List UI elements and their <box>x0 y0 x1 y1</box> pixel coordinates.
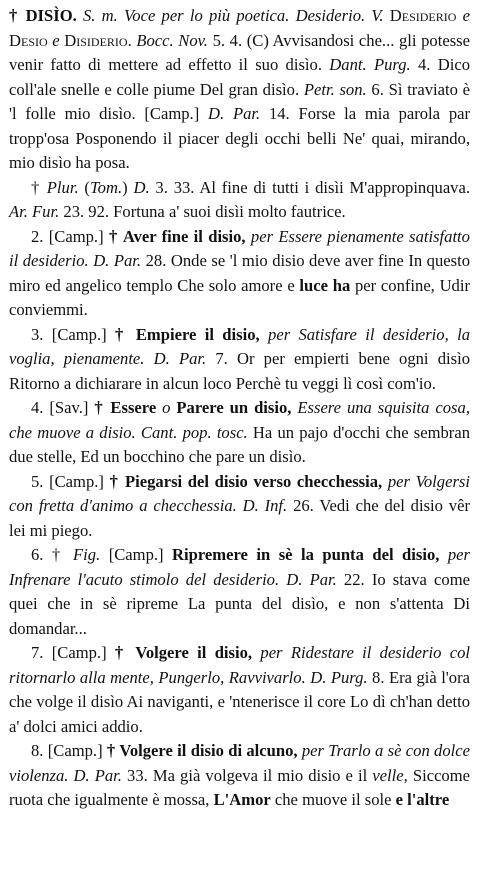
text: 3. 33. Al fine di tutti i disìi M'appropinquava. <box>149 177 470 197</box>
text: 6. Sì traviato è 'l folle mio disìo. [Camp.] <box>9 79 470 123</box>
text: 4. Dico coll'ale snelle e colle piume Del gran disìo. <box>9 55 470 99</box>
entry-sense-7 <box>9 641 470 739</box>
text: 7. [Camp.] <box>31 643 115 662</box>
citation-source: D. Par. <box>208 104 261 123</box>
phrase: † Essere <box>94 398 157 417</box>
text-bold: L'Amor <box>213 790 271 809</box>
cross-reference: Desio <box>9 30 48 50</box>
text: 8. Era già l'ora che volge il disìo Ai naviganti, e 'ntenerisce il core Lo dì ch'han detto a' dolci amici addio. <box>9 667 470 736</box>
citation-source: D. <box>133 177 150 197</box>
text-italic: Plur. <box>46 177 79 197</box>
entry-disio-plural <box>9 176 470 225</box>
text <box>439 545 447 564</box>
text: per confine, Udir conviemmi. <box>9 275 470 319</box>
text: Ha un pajo d'occhi che sembran due stelle, Ed un bocchino che pare un disìo. <box>9 422 470 466</box>
text-italic: e <box>52 30 60 50</box>
citation-source: Bocc. Nov. <box>136 30 208 50</box>
phrase: † Aver fine il disio, <box>108 226 246 246</box>
text: 7. Or per empierti bene ogni disìo Ritorno a dichiarare in alcun loco Perchè tu veggi lì così com'io. <box>9 349 470 393</box>
text: 22. Io stava come quei che in sè ripreme La punta del disìo, e non s'attenta Di domandar... <box>9 569 470 638</box>
text-italic: Fig. <box>73 545 101 564</box>
text: 6. † <box>31 545 74 564</box>
citation-source: Dant. Purg. <box>329 55 411 74</box>
text-bold: luce ha <box>299 275 351 295</box>
text: 33. Ma già volgeva il mio disio e il <box>121 765 373 785</box>
text: 8. [Camp.] <box>31 741 107 760</box>
text-italic: velle, <box>372 765 408 785</box>
text: Siccome ruota che igualmente è mossa, <box>9 765 470 809</box>
phrase: † Volgere il disio di alcuno, <box>106 741 298 760</box>
entry-sense-4 <box>9 396 470 470</box>
entry-sense-3 <box>9 323 470 397</box>
text-italic: o <box>162 398 171 417</box>
phrase: Parere un disio, <box>176 398 292 417</box>
definition: per Ridestare il desiderio col ritornarlo alla mente, Pungerlo, Ravvivarlo. D. Purg. <box>9 643 470 687</box>
text: 14. Forse la mia parola par tropp'osa Posponendo il piacer degli occhi belli Ne' quai, mirando, mio disìo ha posa. <box>9 104 471 172</box>
text: ) <box>122 177 134 197</box>
definition: per Infrenare l'acuto stimolo del desiderio. D. Par. <box>9 545 470 589</box>
cross-reference: Disiderio. <box>64 30 132 50</box>
text <box>260 325 268 344</box>
cross-reference: Desiderio <box>389 6 457 25</box>
text: 5. [Camp.] <box>31 471 110 491</box>
grammar-and-definition: S. m. Voce per lo più poetica. Desiderio. V. <box>82 6 384 25</box>
text: 28. Onde se 'l mio disio deve aver fine In questo miro ed angelico templo Che solo amore e <box>9 251 470 295</box>
text: 26. Vedi che del disio vêr lei mi piego. <box>9 496 470 540</box>
entry-disio-definition <box>9 4 470 176</box>
text: 4. [Sav.] <box>31 398 95 417</box>
phrase: † Piegarsi del disio verso checchessia, <box>109 471 383 491</box>
phrase: Ripremere in sè la punta del disio, <box>172 545 440 564</box>
citation-source: Ar. Fur. <box>9 202 60 221</box>
text: 23. 92. Fortuna a' suoi disìi molto fautrice. <box>59 202 346 221</box>
text: 2. [Camp.] <box>31 226 109 246</box>
definition: per Satisfare il desiderio, la voglia, pienamente. D. Par. <box>9 324 470 368</box>
text: [Camp.] <box>100 545 173 564</box>
text-italic: e <box>462 6 470 25</box>
definition: Essere una squisita cosa, che muove a disio. Cant. pop. tosc. <box>9 398 470 442</box>
text: † <box>31 177 47 197</box>
text: 3. [Camp.] <box>31 324 115 344</box>
entry-sense-6 <box>9 543 470 641</box>
definition: per Essere pienamente satisfatto il desiderio. D. Par. <box>9 226 470 270</box>
text: che muove il sole <box>270 790 396 809</box>
definition: per Trarlo a sè con dolce violenza. D. Par. <box>9 741 470 785</box>
citation-source: Petr. son. <box>303 79 367 99</box>
text: 5. 4. (C) Avvisandosi che... gli potesse venir fatto di mettere ad effetto il suo disìo. <box>9 30 470 74</box>
entry-sense-2 <box>9 225 470 323</box>
text-bold: e l'altre <box>395 790 450 809</box>
definition: per Volgersi con fretta d'animo a checchessia. D. Inf. <box>9 471 470 515</box>
entry-sense-5 <box>9 470 470 544</box>
headword: † DISÌO. <box>9 6 77 25</box>
text-italic: Tom. <box>89 177 123 197</box>
phrase: † Volgere il disio, <box>114 643 253 662</box>
phrase: † Empiere il disio, <box>115 324 260 344</box>
text: ( <box>78 177 90 197</box>
entry-sense-8 <box>9 739 470 813</box>
